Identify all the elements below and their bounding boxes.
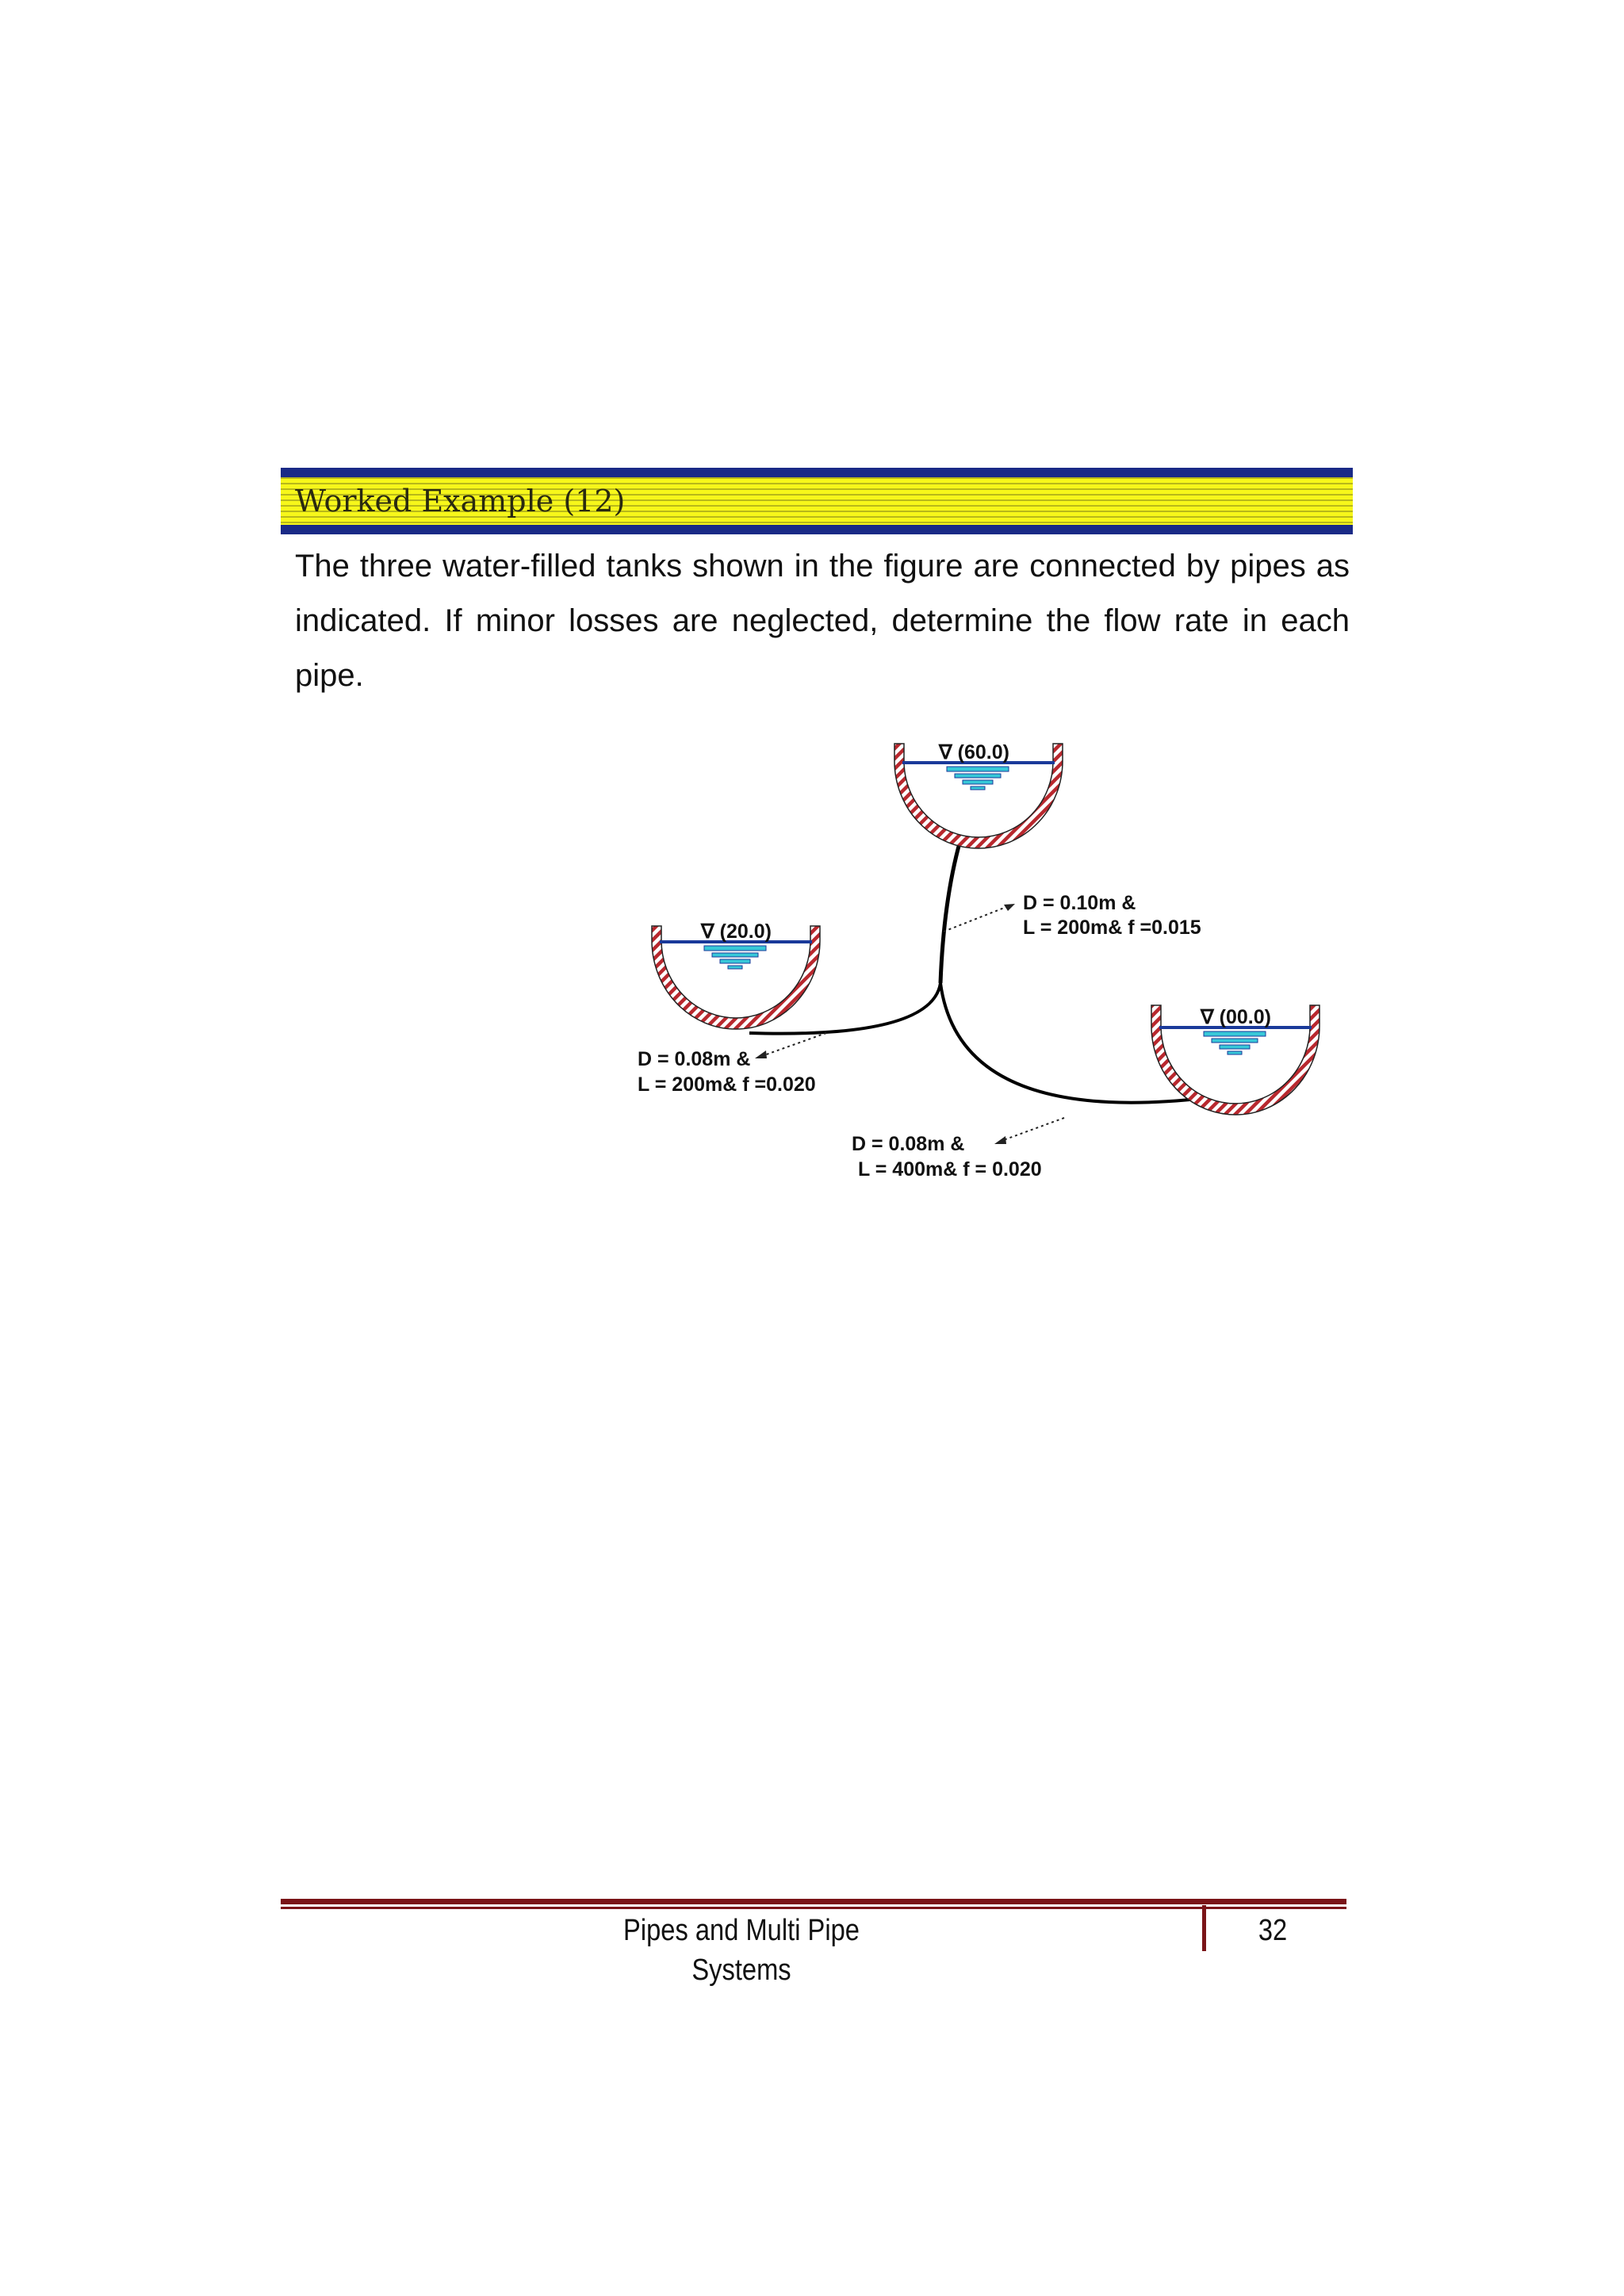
pipe-2-leader — [760, 1033, 826, 1057]
pipe-1-label-line1: D = 0.10m & — [1023, 892, 1136, 914]
footer-separator — [1202, 1905, 1206, 1951]
problem-statement: The three water-filled tanks shown in the figure are connected by pipes as indicated. If minor losses are neglected, determine the flow rate in each pipe. — [295, 549, 1350, 693]
tank-60 — [894, 741, 1063, 848]
three-tank-diagram — [619, 729, 1348, 1197]
pipe-3-label-line2: L = 400m& f = 0.020 — [858, 1158, 1042, 1181]
section-heading-bar — [281, 468, 1353, 534]
pipe-2-label-line1: D = 0.08m & — [638, 1048, 751, 1070]
pipe-3 — [940, 983, 1205, 1103]
pipe-1 — [940, 840, 960, 983]
pipe-1-arrowhead — [1004, 904, 1015, 911]
section-title: Worked Example (12) — [295, 484, 626, 519]
page-number: 32 — [1258, 1914, 1288, 1947]
tank-20-label: ∇ (20.0) — [701, 920, 772, 943]
tank-60-label: ∇ (60.0) — [939, 741, 1009, 763]
pipe-2-label-line2: L = 200m& f =0.020 — [638, 1073, 816, 1096]
pipe-3-label-line1: D = 0.08m & — [852, 1133, 965, 1155]
tank-20 — [652, 920, 820, 1029]
pipe-1-leader — [944, 905, 1010, 932]
pipe-2-arrowhead — [755, 1050, 767, 1058]
pipe-1-label-line2: L = 200m& f =0.015 — [1023, 916, 1201, 939]
footer-rule — [281, 1899, 1346, 1904]
pipe-3-leader — [999, 1118, 1064, 1142]
three-tank-figure — [619, 729, 1348, 1197]
tank-00-label: ∇ (00.0) — [1201, 1006, 1271, 1028]
footer-rule-thin — [281, 1907, 1346, 1909]
tank-00 — [1151, 1005, 1320, 1115]
footer-title: Pipes and Multi Pipe Systems — [623, 1914, 860, 1987]
pipe-3-arrowhead — [994, 1136, 1006, 1144]
